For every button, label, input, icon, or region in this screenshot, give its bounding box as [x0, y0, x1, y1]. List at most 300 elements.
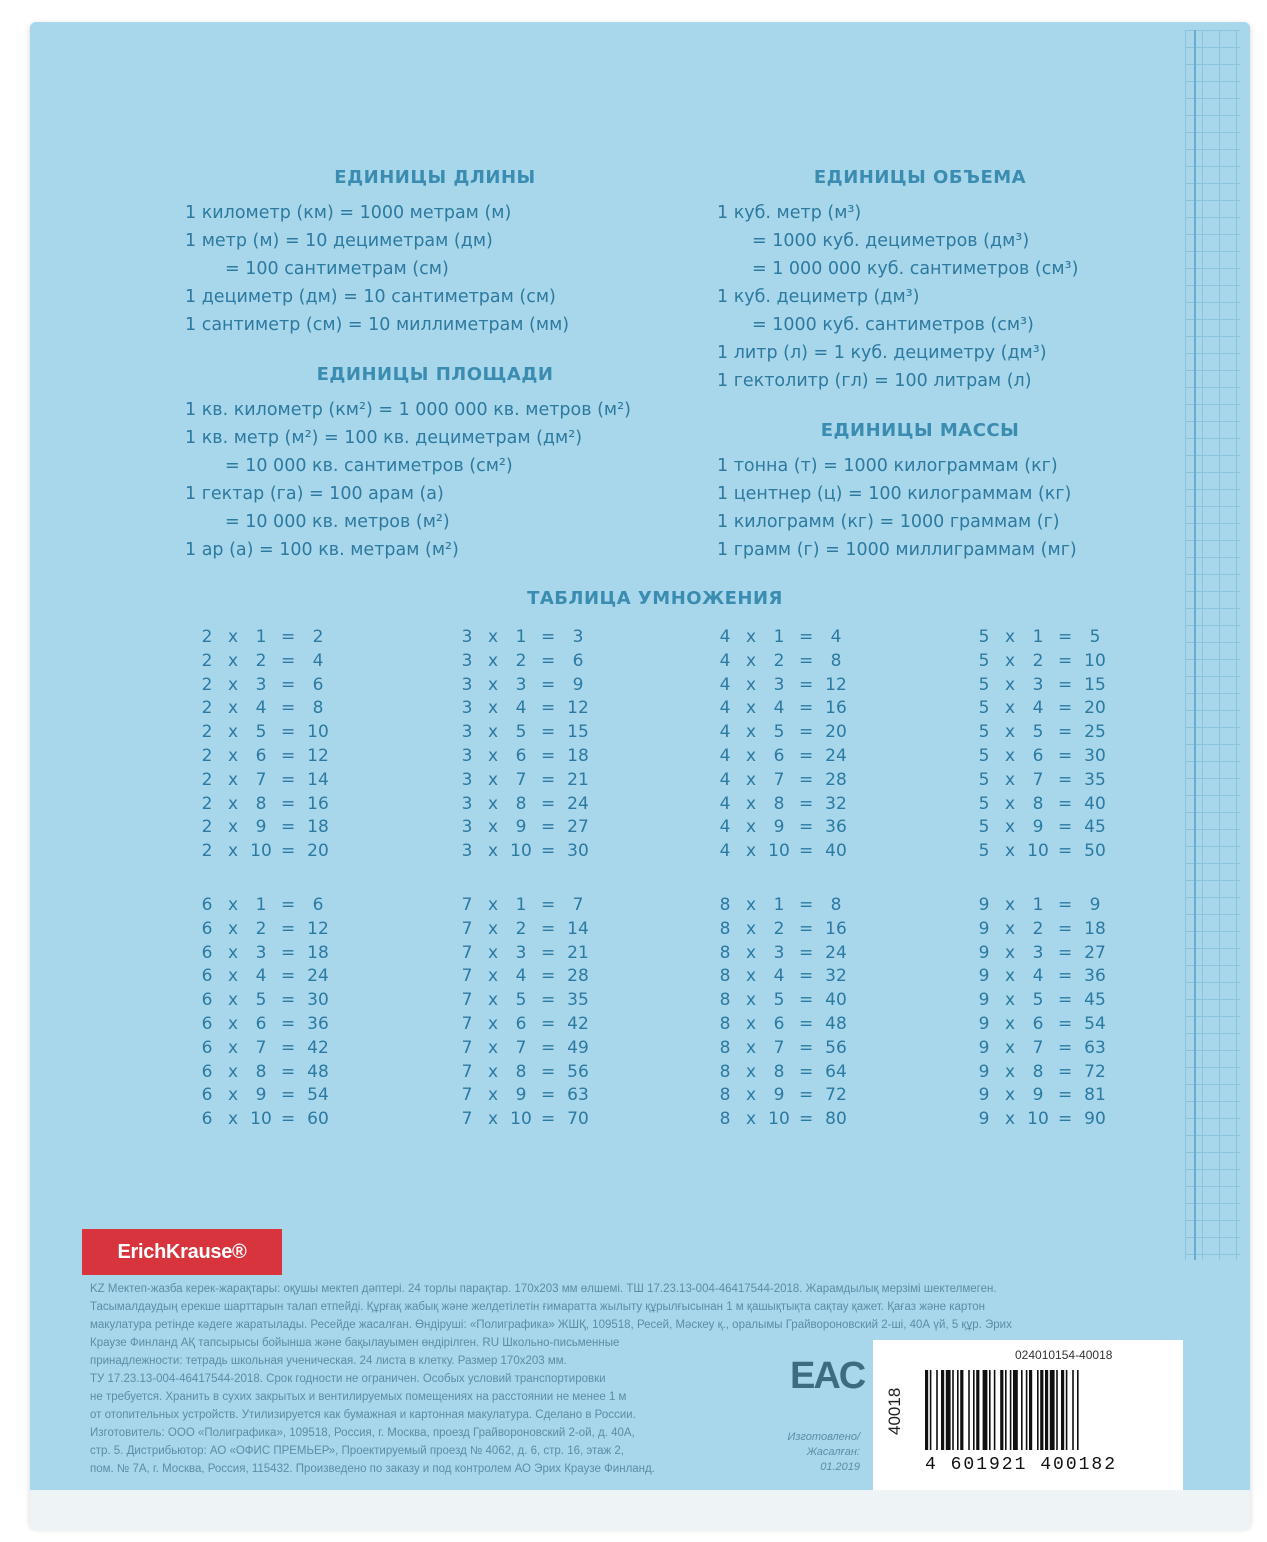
- multiplication-cell: 30: [307, 990, 329, 1011]
- multiplication-cell: 4: [773, 966, 785, 987]
- multiplication-cell: 4: [515, 698, 527, 719]
- multiplication-cell: 4: [773, 698, 785, 719]
- multiplication-cell: 9: [1032, 1085, 1044, 1106]
- multiplication-cell: 2: [312, 627, 324, 647]
- multiplication-cell: 15: [1084, 674, 1106, 695]
- barcode-bar: [1072, 1370, 1074, 1450]
- multiplication-cell: 8: [1032, 793, 1044, 814]
- multiplication-row: [458, 1014, 598, 1036]
- multiplication-cell: 1: [1032, 627, 1044, 647]
- multiplication-cell: 1: [255, 627, 267, 647]
- multiplication-cell: 7: [255, 769, 267, 790]
- multiplication-cell: 72: [1084, 1061, 1106, 1082]
- barcode-bar: [1026, 1370, 1028, 1450]
- multiplication-cell: =: [1058, 698, 1073, 719]
- multiplication-row: [198, 1038, 338, 1060]
- multiplication-cell: 4: [1032, 698, 1044, 719]
- multiplication-row: [198, 919, 338, 941]
- multiplication-cell: 2: [201, 793, 213, 814]
- multiplication-cell: =: [281, 966, 296, 987]
- multiplication-cell: 9: [1089, 895, 1101, 915]
- multiplication-cell: x: [487, 722, 499, 743]
- multiplication-cell: 27: [567, 817, 589, 838]
- multiplication-cell: x: [745, 698, 757, 719]
- length-units-heading: ЕДИНИЦЫ ДЛИНЫ: [334, 167, 536, 188]
- multiplication-cell: 9: [978, 1085, 990, 1106]
- multiplication-row: [458, 627, 598, 649]
- multiplication-cell: =: [281, 990, 296, 1011]
- multiplication-cell: =: [1058, 895, 1073, 915]
- multiplication-row: [198, 1062, 338, 1084]
- barcode-side-code: 40018: [885, 1387, 904, 1435]
- barcode-bar: [1077, 1370, 1079, 1450]
- multiplication-cell: 8: [830, 895, 842, 915]
- multiplication-cell: =: [541, 650, 556, 671]
- multiplication-cell: 24: [307, 966, 329, 987]
- area-line: = 10 000 кв. метров (м²): [225, 512, 450, 532]
- multiplication-cell: =: [1058, 817, 1073, 838]
- multiplication-cell: x: [227, 942, 239, 963]
- multiplication-row: [458, 841, 598, 863]
- multiplication-cell: x: [745, 942, 757, 963]
- multiplication-cell: 6: [1032, 746, 1044, 766]
- multiplication-row: [198, 943, 338, 965]
- multiplication-row: [458, 943, 598, 965]
- multiplication-cell: 63: [567, 1085, 589, 1106]
- multiplication-cell: =: [281, 746, 296, 766]
- multiplication-cell: 3: [515, 674, 527, 695]
- multiplication-cell: 7: [461, 966, 473, 987]
- multiplication-cell: 5: [978, 722, 990, 743]
- multiplication-cell: =: [1058, 1061, 1073, 1082]
- barcode-bar: [994, 1370, 996, 1450]
- multiplication-cell: 36: [307, 1014, 329, 1034]
- barcode-bar: [973, 1370, 975, 1450]
- multiplication-cell: 80: [825, 1109, 847, 1130]
- multiplication-cell: 9: [978, 1061, 990, 1082]
- multiplication-cell: 10: [510, 841, 532, 862]
- multiplication-cell: 8: [773, 793, 785, 814]
- multiplication-cell: 2: [255, 918, 267, 939]
- multiplication-cell: x: [227, 722, 239, 743]
- volume-line: = 1000 куб. дециметров (дм³): [752, 231, 1030, 251]
- multiplication-cell: 9: [978, 918, 990, 939]
- mass-line: 1 тонна (т) = 1000 килограммам (кг): [717, 456, 1058, 476]
- multiplication-cell: x: [745, 769, 757, 790]
- multiplication-cell: x: [745, 1085, 757, 1106]
- multiplication-cell: 3: [461, 841, 473, 862]
- barcode-number: 4 601921 400182: [925, 1455, 1118, 1475]
- multiplication-row: [716, 651, 856, 673]
- multiplication-cell: 8: [773, 1061, 785, 1082]
- multiplication-cell: x: [227, 793, 239, 814]
- multiplication-cell: =: [541, 698, 556, 719]
- multiplication-cell: x: [745, 841, 757, 862]
- multiplication-cell: 63: [1084, 1037, 1106, 1058]
- multiplication-cell: 2: [201, 841, 213, 862]
- multiplication-cell: =: [541, 1037, 556, 1058]
- multiplication-cell: 54: [1084, 1014, 1106, 1034]
- multiplication-cell: x: [1004, 918, 1016, 939]
- multiplication-cell: x: [227, 990, 239, 1011]
- multiplication-row: [458, 1062, 598, 1084]
- multiplication-cell: x: [1004, 722, 1016, 743]
- barcode-bar: [1066, 1370, 1068, 1450]
- volume-line: 1 куб. дециметр (дм³): [717, 287, 920, 307]
- multiplication-cell: 10: [1084, 650, 1106, 671]
- multiplication-cell: 56: [567, 1061, 589, 1082]
- multiplication-cell: 8: [1032, 1061, 1044, 1082]
- multiplication-cell: x: [487, 650, 499, 671]
- multiplication-cell: 8: [719, 1085, 731, 1106]
- multiplication-cell: 18: [307, 942, 329, 963]
- length-line: 1 сантиметр (см) = 10 миллиметрам (мм): [185, 315, 570, 335]
- multiplication-cell: 56: [825, 1037, 847, 1058]
- multiplication-cell: 20: [825, 722, 847, 743]
- multiplication-row: [458, 919, 598, 941]
- multiplication-cell: 6: [201, 1061, 213, 1082]
- multiplication-cell: 9: [978, 1037, 990, 1058]
- multiplication-cell: 8: [515, 793, 527, 814]
- multiplication-cell: 6: [312, 895, 324, 915]
- multiplication-cell: =: [281, 1061, 296, 1082]
- multiplication-cell: x: [487, 841, 499, 862]
- barcode-bar: [1005, 1370, 1007, 1450]
- multiplication-cell: 6: [201, 966, 213, 987]
- multiplication-cell: 14: [307, 769, 329, 790]
- multiplication-cell: x: [227, 895, 239, 915]
- multiplication-cell: 6: [572, 650, 584, 671]
- multiplication-cell: 5: [773, 990, 785, 1011]
- area-line: 1 гектар (га) = 100 арам (а): [185, 484, 444, 504]
- multiplication-cell: 2: [515, 650, 527, 671]
- multiplication-cell: 32: [825, 966, 847, 987]
- multiplication-cell: x: [1004, 793, 1016, 814]
- multiplication-row: [716, 919, 856, 941]
- multiplication-cell: =: [799, 966, 814, 987]
- multiplication-row: [198, 770, 338, 792]
- multiplication-cell: x: [487, 895, 499, 915]
- multiplication-cell: 2: [201, 698, 213, 719]
- multiplication-cell: =: [281, 918, 296, 939]
- multiplication-cell: 3: [255, 674, 267, 695]
- multiplication-cell: 24: [567, 793, 589, 814]
- multiplication-cell: 6: [201, 942, 213, 963]
- multiplication-row: [716, 627, 856, 649]
- multiplication-cell: =: [1058, 746, 1073, 766]
- multiplication-cell: 1: [1032, 895, 1044, 915]
- multiplication-row: [198, 1014, 338, 1036]
- multiplication-cell: =: [281, 942, 296, 963]
- multiplication-row: [198, 794, 338, 816]
- multiplication-cell: x: [1004, 746, 1016, 766]
- multiplication-cell: x: [227, 918, 239, 939]
- multiplication-cell: 7: [1032, 1037, 1044, 1058]
- multiplication-cell: =: [799, 1037, 814, 1058]
- fine-print-line: пом. № 7А, г. Москва, Россия, 115432. Произведено по заказу и под контролем АО Эрих Краузе Финланд.: [90, 1463, 655, 1475]
- multiplication-cell: 3: [1032, 674, 1044, 695]
- multiplication-cell: 10: [768, 1109, 790, 1130]
- multiplication-cell: 9: [978, 942, 990, 963]
- multiplication-cell: 10: [250, 841, 272, 862]
- multiplication-cell: 4: [830, 627, 842, 647]
- multiplication-cell: 5: [1032, 990, 1044, 1011]
- multiplication-cell: =: [1058, 942, 1073, 963]
- multiplication-cell: x: [1004, 1061, 1016, 1082]
- multiplication-cell: 40: [1084, 793, 1106, 814]
- multiplication-row: [198, 817, 338, 839]
- multiplication-cell: x: [745, 1037, 757, 1058]
- multiplication-cell: =: [281, 722, 296, 743]
- multiplication-cell: =: [799, 698, 814, 719]
- multiplication-cell: 6: [201, 1037, 213, 1058]
- multiplication-row: [975, 627, 1115, 649]
- multiplication-cell: 7: [515, 1037, 527, 1058]
- multiplication-cell: 2: [201, 674, 213, 695]
- multiplication-cell: x: [227, 1109, 239, 1130]
- multiplication-cell: 81: [1084, 1085, 1106, 1106]
- multiplication-cell: =: [541, 1061, 556, 1082]
- fine-print-line: от отопительных устройств. Утилизируется как бумажная и картонная макулатура. Сделано в России.: [90, 1409, 636, 1421]
- multiplication-cell: 3: [461, 674, 473, 695]
- multiplication-cell: 9: [1032, 817, 1044, 838]
- multiplication-row: [198, 651, 338, 673]
- multiplication-row: [716, 1014, 856, 1036]
- fine-print-line: Краузе Финланд АҚ тапсырысы бойынша және бақылауымен өндірілген. RU Школьно-письменные: [90, 1337, 620, 1349]
- multiplication-cell: 18: [1084, 918, 1106, 939]
- multiplication-cell: 5: [1032, 722, 1044, 743]
- multiplication-cell: x: [745, 722, 757, 743]
- multiplication-row: [716, 895, 856, 917]
- multiplication-cell: 45: [1084, 817, 1106, 838]
- multiplication-cell: 7: [461, 1109, 473, 1130]
- fine-print-line: стр. 5. Дистрибьютор: АО «ОФИС ПРЕМЬЕР», Проектируемый проезд № 4062, д. 6, стр. 16, этаж 2,: [90, 1445, 624, 1457]
- multiplication-cell: 28: [567, 966, 589, 987]
- multiplication-cell: 30: [567, 841, 589, 862]
- multiplication-row: [716, 1109, 856, 1131]
- multiplication-cell: =: [541, 942, 556, 963]
- multiplication-cell: x: [1004, 942, 1016, 963]
- barcode-bar: [1010, 1370, 1012, 1450]
- multiplication-row: [975, 1062, 1115, 1084]
- multiplication-cell: 3: [773, 942, 785, 963]
- multiplication-cell: =: [281, 841, 296, 862]
- multiplication-cell: 10: [1027, 841, 1049, 862]
- multiplication-cell: 5: [978, 650, 990, 671]
- area-line: 1 кв. километр (км²) = 1 000 000 кв. метров (м²): [185, 400, 631, 420]
- multiplication-row: [716, 746, 856, 768]
- barcode-bar: [941, 1370, 944, 1450]
- margin-line: [1194, 30, 1196, 1260]
- multiplication-row: [198, 895, 338, 917]
- multiplication-cell: x: [487, 674, 499, 695]
- multiplication-cell: 4: [719, 674, 731, 695]
- multiplication-cell: =: [799, 722, 814, 743]
- multiplication-cell: =: [281, 1037, 296, 1058]
- multiplication-row: [975, 698, 1115, 720]
- erichkrause-logo: ErichKrause®: [82, 1229, 282, 1275]
- multiplication-cell: 7: [461, 1061, 473, 1082]
- fine-print-line: принадлежности: тетрадь школьная ученическая. 24 листа в клетку. Размер 170x203 мм.: [90, 1355, 567, 1367]
- multiplication-row: [716, 1038, 856, 1060]
- multiplication-cell: =: [799, 1085, 814, 1106]
- multiplication-row: [716, 722, 856, 744]
- multiplication-cell: =: [541, 841, 556, 862]
- multiplication-cell: =: [799, 746, 814, 766]
- multiplication-cell: =: [541, 1085, 556, 1106]
- multiplication-cell: 64: [825, 1061, 847, 1082]
- multiplication-cell: =: [281, 769, 296, 790]
- barcode-bar: [930, 1370, 932, 1450]
- multiplication-cell: x: [227, 1085, 239, 1106]
- multiplication-cell: =: [281, 793, 296, 814]
- multiplication-cell: 7: [461, 942, 473, 963]
- multiplication-row: [716, 1085, 856, 1107]
- multiplication-cell: 4: [1032, 966, 1044, 987]
- multiplication-cell: 3: [255, 942, 267, 963]
- multiplication-cell: 48: [825, 1014, 847, 1034]
- multiplication-cell: 3: [461, 627, 473, 647]
- multiplication-cell: x: [487, 1014, 499, 1034]
- multiplication-cell: =: [541, 627, 556, 647]
- multiplication-cell: x: [227, 1037, 239, 1058]
- multiplication-row: [198, 746, 338, 768]
- eac-mark: EAC: [790, 1355, 865, 1397]
- multiplication-cell: 3: [773, 674, 785, 695]
- multiplication-cell: =: [799, 1109, 814, 1130]
- multiplication-cell: 8: [719, 942, 731, 963]
- multiplication-cell: x: [745, 918, 757, 939]
- multiplication-cell: =: [541, 1014, 556, 1034]
- cover-bottom-edge: [30, 1490, 1250, 1530]
- multiplication-cell: x: [1004, 674, 1016, 695]
- multiplication-cell: x: [745, 966, 757, 987]
- multiplication-cell: =: [799, 841, 814, 862]
- multiplication-cell: 3: [515, 942, 527, 963]
- multiplication-cell: 5: [978, 769, 990, 790]
- multiplication-cell: 36: [1084, 966, 1106, 987]
- multiplication-cell: 60: [307, 1109, 329, 1130]
- multiplication-cell: x: [487, 918, 499, 939]
- multiplication-cell: =: [541, 895, 556, 915]
- multiplication-cell: x: [487, 1109, 499, 1130]
- barcode-bar: [989, 1370, 991, 1450]
- length-line: 1 метр (м) = 10 дециметрам (дм): [185, 231, 493, 251]
- multiplication-cell: 5: [978, 817, 990, 838]
- barcode-bar: [1061, 1370, 1064, 1450]
- multiplication-cell: 8: [719, 1014, 731, 1034]
- multiplication-cell: 21: [567, 769, 589, 790]
- multiplication-row: [975, 817, 1115, 839]
- area-line: = 10 000 кв. сантиметров (см²): [225, 456, 513, 476]
- multiplication-row: [458, 817, 598, 839]
- multiplication-row: [198, 966, 338, 988]
- multiplication-cell: 35: [567, 990, 589, 1011]
- multiplication-cell: 4: [312, 650, 324, 671]
- multiplication-row: [716, 943, 856, 965]
- multiplication-cell: 48: [307, 1061, 329, 1082]
- multiplication-cell: 3: [461, 650, 473, 671]
- multiplication-cell: 8: [719, 895, 731, 915]
- multiplication-row: [458, 651, 598, 673]
- multiplication-cell: 2: [201, 650, 213, 671]
- multiplication-cell: 9: [255, 1085, 267, 1106]
- multiplication-cell: =: [541, 769, 556, 790]
- multiplication-cell: 12: [307, 746, 329, 766]
- multiplication-cell: 3: [461, 698, 473, 719]
- barcode-bar: [1056, 1370, 1058, 1450]
- multiplication-cell: x: [487, 990, 499, 1011]
- multiplication-cell: 3: [461, 722, 473, 743]
- area-units-heading: ЕДИНИЦЫ ПЛОЩАДИ: [316, 364, 554, 385]
- multiplication-cell: 7: [461, 918, 473, 939]
- multiplication-heading: ТАБЛИЦА УМНОЖЕНИЯ: [527, 588, 783, 609]
- multiplication-cell: x: [1004, 1109, 1016, 1130]
- multiplication-row: [716, 675, 856, 697]
- multiplication-cell: =: [541, 990, 556, 1011]
- multiplication-cell: x: [227, 746, 239, 766]
- multiplication-row: [975, 722, 1115, 744]
- multiplication-cell: 6: [201, 1014, 213, 1034]
- multiplication-row: [458, 1085, 598, 1107]
- multiplication-cell: 9: [255, 817, 267, 838]
- multiplication-cell: x: [745, 990, 757, 1011]
- multiplication-row: [975, 943, 1115, 965]
- multiplication-cell: 4: [255, 966, 267, 987]
- multiplication-row: [458, 722, 598, 744]
- multiplication-cell: =: [799, 769, 814, 790]
- multiplication-cell: 8: [719, 918, 731, 939]
- multiplication-cell: x: [227, 1061, 239, 1082]
- multiplication-cell: 8: [312, 698, 324, 719]
- multiplication-cell: 9: [572, 674, 584, 695]
- multiplication-row: [458, 675, 598, 697]
- multiplication-cell: 4: [719, 769, 731, 790]
- multiplication-cell: 72: [825, 1085, 847, 1106]
- length-line: = 100 сантиметрам (см): [225, 259, 449, 279]
- multiplication-cell: x: [745, 1014, 757, 1034]
- multiplication-cell: 1: [773, 895, 785, 915]
- multiplication-cell: =: [541, 674, 556, 695]
- multiplication-cell: 6: [201, 1109, 213, 1130]
- multiplication-cell: 6: [255, 1014, 267, 1034]
- multiplication-cell: 35: [1084, 769, 1106, 790]
- multiplication-cell: 12: [825, 674, 847, 695]
- multiplication-row: [975, 990, 1115, 1012]
- manufactured-value: 01.2019: [820, 1461, 860, 1473]
- multiplication-cell: =: [281, 1085, 296, 1106]
- multiplication-cell: 4: [719, 793, 731, 814]
- multiplication-row: [716, 698, 856, 720]
- multiplication-cell: 2: [201, 722, 213, 743]
- fine-print-line: KZ Мектеп-жазба керек-жарақтары: оқушы мектеп дәптері. 24 торлы парақтар. 170x203 мм өлшемі. ТШ 17.23.13-004-46417544-2018. Жарамдылық мерзімі шектелмеген.: [90, 1283, 997, 1295]
- multiplication-row: [198, 990, 338, 1012]
- multiplication-cell: =: [799, 627, 814, 647]
- multiplication-cell: 3: [461, 817, 473, 838]
- multiplication-cell: x: [1004, 990, 1016, 1011]
- multiplication-cell: 7: [515, 769, 527, 790]
- multiplication-cell: 8: [255, 1061, 267, 1082]
- multiplication-cell: =: [1058, 841, 1073, 862]
- barcode-bar: [968, 1370, 970, 1450]
- area-line: 1 кв. метр (м²) = 100 кв. дециметрам (дм²): [185, 428, 583, 448]
- multiplication-row: [716, 841, 856, 863]
- multiplication-cell: 1: [515, 895, 527, 915]
- multiplication-cell: 5: [515, 722, 527, 743]
- multiplication-cell: 70: [567, 1109, 589, 1130]
- multiplication-cell: 9: [773, 817, 785, 838]
- multiplication-cell: x: [487, 769, 499, 790]
